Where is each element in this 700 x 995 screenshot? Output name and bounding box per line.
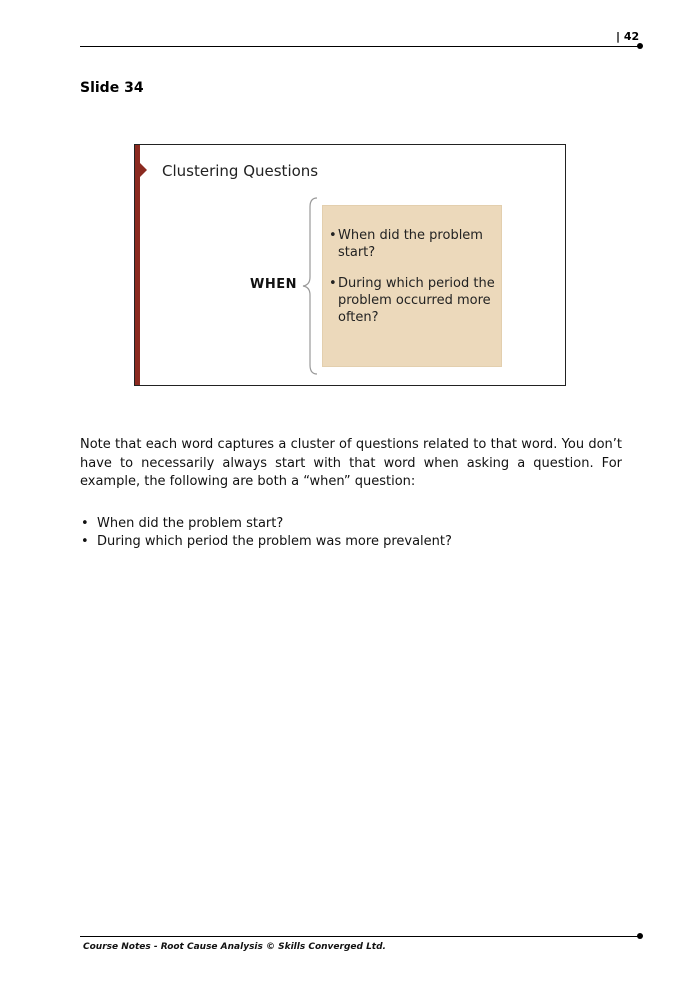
slide-thumbnail: [134, 144, 566, 386]
slide-heading: Clustering Questions: [162, 162, 319, 180]
rule-end-dot: [637, 43, 643, 49]
questions-box: [322, 205, 502, 367]
question-item: • During which period the problem occurred more often?: [329, 275, 495, 326]
footer-rule: [80, 936, 640, 937]
slide-accent-bar: [135, 145, 140, 385]
footer-text: Course Notes - Root Cause Analysis © Skills Converged Ltd.: [83, 942, 386, 952]
question-item: • When did the problem start?: [329, 227, 495, 261]
rule-end-dot: [637, 933, 643, 939]
body-paragraph: Note that each word captures a cluster of questions related to that word. You don’t have to necessarily always start with that word when asking a question. For example, the following are both a “when” question:: [80, 437, 622, 489]
header-rule: [80, 46, 640, 47]
list-item: • During which period the problem was more prevalent?: [80, 533, 452, 551]
list-item: • When did the problem start?: [80, 515, 452, 533]
curly-brace-icon: [299, 197, 321, 375]
example-bullet-list: [80, 515, 452, 551]
keyword-label: WHEN: [250, 277, 297, 292]
slide-accent-arrow: [140, 163, 147, 177]
slide-label: Slide 34: [80, 80, 144, 96]
page-number: | 42: [616, 30, 640, 43]
